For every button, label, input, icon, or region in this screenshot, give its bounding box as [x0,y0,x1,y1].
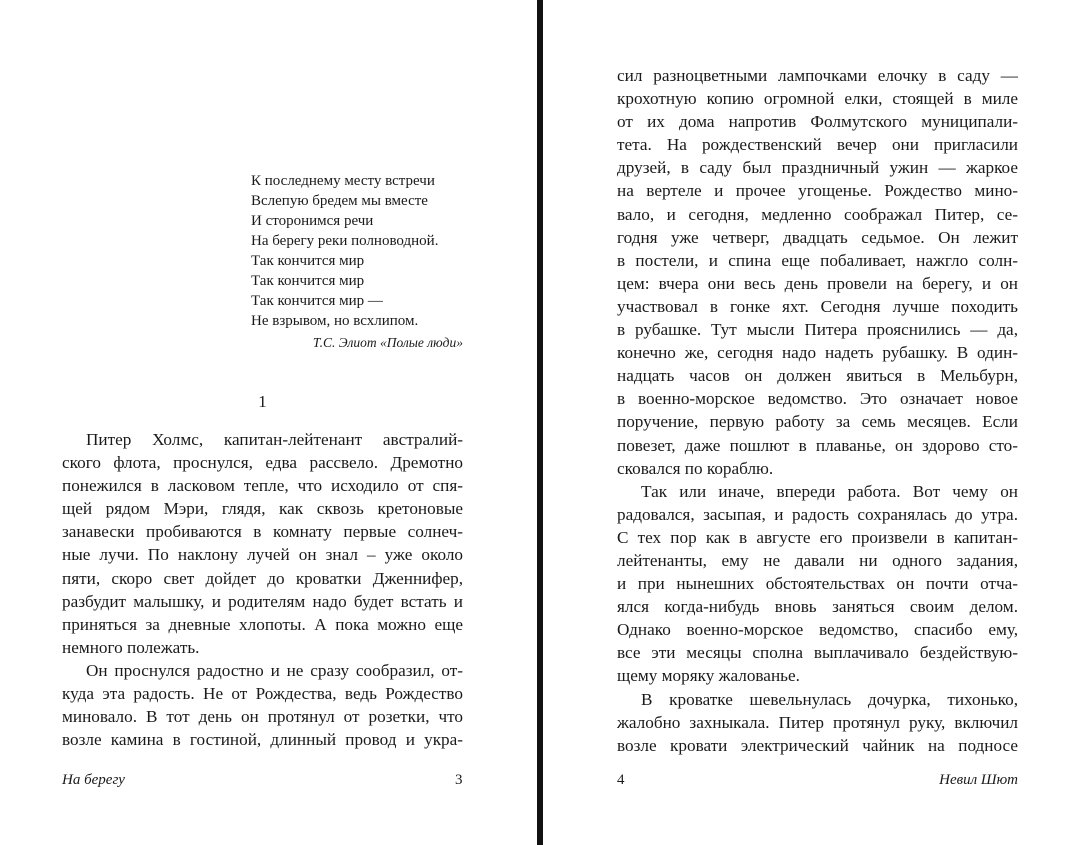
text-line: В кроватке шевельнулась дочурка, тихонько, [641,689,1018,709]
epigraph-line: На берегу реки полноводной. [251,233,439,249]
epigraph-line: Так кончится мир [251,273,365,289]
text-line: занавески пробиваются в комнату первые солнеч- [62,522,463,542]
page-number: 3 [455,772,463,788]
text-line: приняться за дневные хлопоты. А пока можно еще [62,614,463,634]
page-number: 4 [617,772,625,788]
text-line: в постели, и спина еще побаливает, нажгло солн- [617,250,1018,270]
text-line: возле кровати электрический чайник на подносе [617,735,1018,755]
text-line: Он проснулся радостно и не сразу сообразил, от- [86,660,463,680]
text-line: понежился в ласковом тепле, что исходило от спя- [62,476,463,496]
text-line: и при нынешних обстоятельствах он почти отча- [617,574,1018,594]
text-line: щей рядом Мэри, глядя, как сквозь кретоновые [62,499,463,519]
text-line: годня уже четверг, двадцать седьмое. Он лежит [617,227,1018,247]
text-line: в военно-морское ведомство. Это означает новое [617,389,1018,409]
text-line: на вертеле и прочее угощенье. Рождество мино- [617,181,1018,201]
text-line: Однако военно-морское ведомство, спасибо ему, [617,620,1018,640]
text-line: немного полежать. [62,637,200,657]
text-line: поручение, первую работу за семь месяцев. Если [617,412,1018,432]
epigraph-attribution: Т.С. Элиот «Полые люди» [312,335,463,350]
text-line: крохотную копию огромной елки, стоящей в миле [617,89,1018,109]
text-line: вало, и сегодня, медленно соображал Питер, се- [617,204,1018,224]
text-line: Так или иначе, впереди работа. Вот чему он [641,481,1018,501]
text-line: цем: вчера они весь день провели на берегу, и он [617,273,1018,293]
text-line: ского флота, проснулся, едва рассвело. Дремотно [62,453,463,473]
text-line: миновало. В тот день он протянул от розетки, что [62,707,463,727]
epigraph-line: Так кончится мир [251,253,365,269]
epigraph-line: Не взрывом, но всхлипом. [251,313,419,329]
left-body-text [62,428,463,751]
text-line: ные лучи. По наклону лучей он знал – уже около [62,545,463,565]
text-line: надцать часов он должен явиться в Мельбурн, [617,366,1018,386]
running-author: Невил Шют [939,772,1018,788]
text-line: от их дома напротив Фолмутского муниципали- [617,112,1018,132]
chapter-number: 1 [258,392,267,411]
epigraph-line: К последнему месту встречи [251,173,435,189]
epigraph-line: И сторонимся речи [251,213,374,229]
text-line: все эти месяцы сполна выплачивало бездействую- [617,643,1018,663]
text-line: С тех пор как в августе его произвели в капитан- [617,527,1018,547]
epigraph-line: Так кончится мир — [251,293,383,309]
epigraph-line: Вслепую бредем мы вместе [251,193,428,209]
text-line: повезет, даже пошлют в плаванье, он здорово сто- [617,435,1018,455]
running-title: На берегу [62,772,125,788]
text-line: щему моряку жалованье. [617,666,800,686]
text-line: друзей, в саду был праздничный ужин — жаркое [617,158,1018,178]
text-line: сил разноцветными лампочками елочку в саду — [617,66,1018,85]
text-line: тета. На рождественский вечер они пригласили [617,135,1018,155]
text-line: участвовал в гонке яхт. Сегодня лучше походить [617,296,1018,316]
left-page [0,0,537,845]
text-line: пяти, скоро свет дойдет до кроватки Дженнифер, [62,568,463,588]
text-line: лейтенанты, ему не давали ни одного задания, [617,550,1018,570]
text-line: жалобно захныкала. Питер протянул руку, включил [617,712,1018,732]
text-line: куда эта радость. Не от Рождества, ведь Рождество [62,684,463,704]
text-line: конечно же, сегодня надо надеть рубашку. В один- [617,343,1018,363]
text-line: Питер Холмс, капитан-лейтенант австралий- [86,430,463,449]
text-line: возле камина в гостиной, длинный провод и укра- [62,730,463,750]
text-line: радовался, засыпая, и радость сохранялась до утра. [617,504,1018,524]
text-line: разбудит малышку, и родителям надо будет встать и [62,591,463,611]
text-line: в рубашке. Тут мысли Питера прояснились — да, [617,320,1018,340]
right-body-text [617,64,1018,757]
epigraph [251,171,471,331]
text-line: сковался по кораблю. [617,458,774,478]
text-line: ялся когда-нибудь вновь заняться своим делом. [617,597,1018,617]
